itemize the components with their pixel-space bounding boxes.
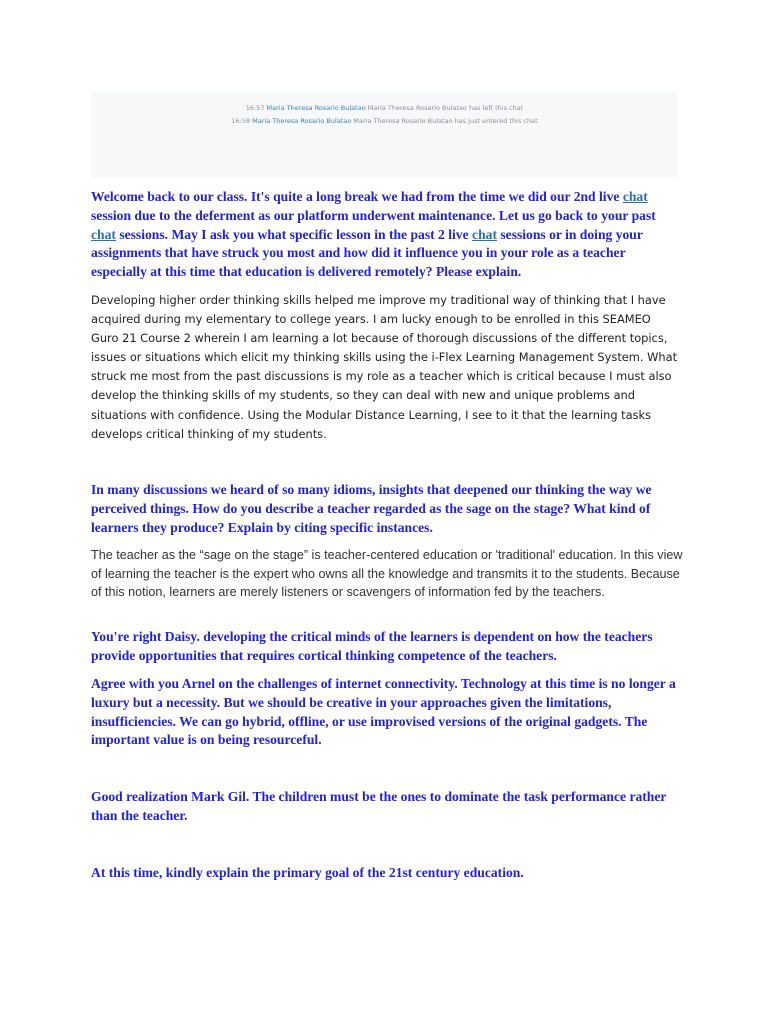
prompt-welcome-back (91, 188, 681, 282)
prompt-text: session due to the deferment as our platform underwent maintenance. Let us go back to your past (91, 207, 656, 223)
chat-link[interactable]: chat (622, 189, 648, 204)
answer-higher-order-thinking: Developing higher order thinking skills helped me improve my traditional way of thinking that I have acquired during my elementary to college years. I am lucky enough to be enrolled in this SEAMEO Guro 21 Course 2 wherein I am learning a lot because of thorough discussions of the different topics, issues or situations which elicit my thinking skills using the i-Flex Learning Management System. What struck me most from the past discussions is my role as a teacher which is critical because I must also develop the thinking skills of my students, so they can deal with new and unique problems and situations with confidence. Using the Modular Distance Learning, I see to it that the learning tasks develops critical thinking of my students. (91, 293, 678, 441)
reply-mark-gil: Good realization Mark Gil. The children must be the ones to dominate the task performance rather than the teacher. (91, 789, 667, 823)
chat-log-line (91, 115, 678, 128)
reply-arnel: Agree with you Arnel on the challenges of internet connectivity. Technology at this time is no longer a luxury but a necessity. But we should be creative in your approaches given the limitations, insufficiencies. We can go hybrid, offline, or use improvised versions of the original gadgets. The important value is on being resourceful. (91, 676, 676, 748)
prompt-sage-on-stage: In many discussions we heard of so many idioms, insights that deepened our thinking the way we perceived things. How do you describe a teacher regarded as the sage on the stage? What kind of learners they produce? Explain by citing specific instances. (91, 482, 652, 535)
chat-time: 16:57 (245, 104, 265, 112)
reply-daisy: You're right Daisy. developing the critical minds of the learners is dependent on how the teachers provide opportunities that requires cortical thinking competence of the teachers. (91, 629, 653, 663)
prompt-text: Welcome back to our class. It's quite a long break we had from the time we did our 2nd live (91, 189, 623, 204)
prompt-text: sessions. May I ask you what specific lesson in the past 2 live (115, 226, 473, 242)
prompt-text: sessions or in doing your assignments that have struck you most and how did it influence you in your role as a teacher especially at this time that education is delivered remotely? Please explain. (91, 226, 643, 280)
chat-message: Maria Theresa Rosario Bulatao has just entered this chat (353, 117, 538, 125)
chat-log-panel (91, 92, 678, 178)
chat-link[interactable]: chat (91, 226, 116, 242)
chat-log-line (91, 102, 678, 115)
chat-user-link[interactable]: Maria Theresa Rosario Bulatao (266, 104, 366, 112)
prompt-21st-century-goal: At this time, kindly explain the primary goal of the 21st century education. (91, 865, 524, 880)
chat-link[interactable]: chat (472, 226, 497, 242)
answer-sage-on-stage: The teacher as the “sage on the stage” is teacher-centered education or 'traditional' education. In this view of learning the teacher is the expert who owns all the knowledge and transmits it to the students. Because of this notion, learners are merely listeners or scavengers of information fed by the teachers. (91, 548, 683, 600)
chat-time: 16:58 (231, 117, 251, 125)
chat-user-link[interactable]: Maria Theresa Rosario Bulatao (252, 117, 352, 125)
chat-message: Maria Theresa Rosario Bulatao has left this chat (367, 104, 524, 112)
